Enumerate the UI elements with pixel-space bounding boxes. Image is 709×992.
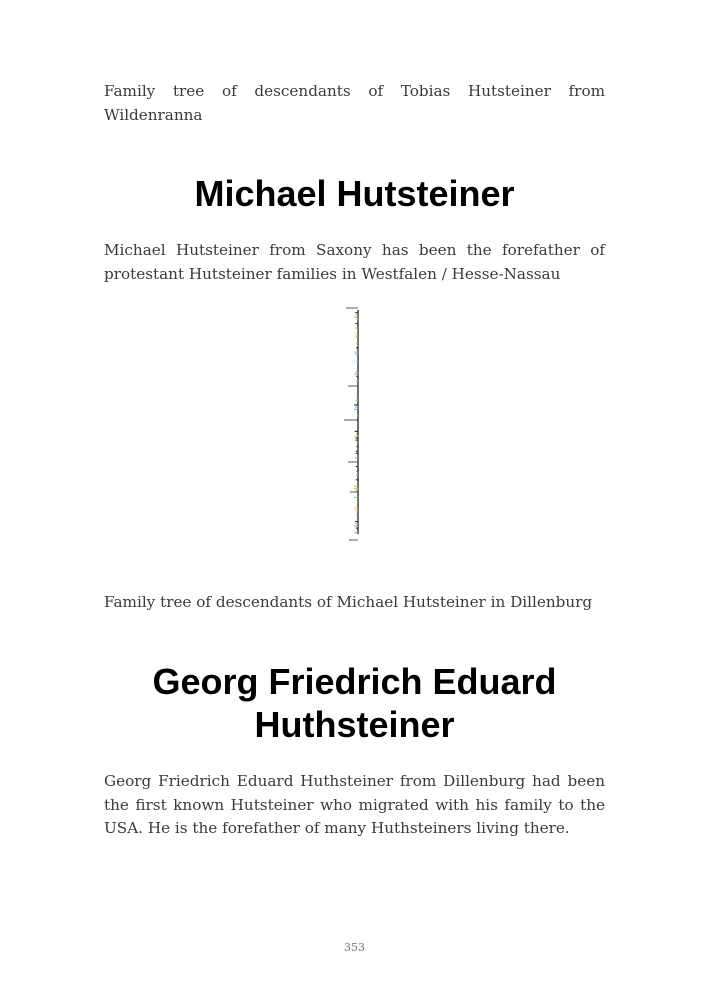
tree-entry-mark <box>354 316 358 317</box>
section-heading-michael: Michael Hutsteiner <box>194 173 515 214</box>
tree-entry-mark <box>356 343 358 344</box>
tree-entry-mark <box>354 488 358 489</box>
tree-entry-mark <box>357 345 358 346</box>
tree-entry-mark <box>356 442 358 443</box>
tree-entry-mark <box>355 431 358 432</box>
family-tree-thumbnail-image <box>344 302 366 548</box>
tree-entry-mark <box>356 376 358 377</box>
tree-entry-mark <box>357 473 358 474</box>
tree-entry-mark <box>355 521 358 522</box>
tree-entry-mark <box>356 479 358 480</box>
tree-entry-mark <box>357 433 358 434</box>
tree-entry-mark <box>356 440 358 441</box>
tree-entry-mark <box>355 457 358 458</box>
tree-entry-mark <box>355 312 358 313</box>
tree-entry-mark <box>356 360 358 361</box>
tree-entry-mark <box>356 398 358 399</box>
tree-entry-mark <box>354 497 358 498</box>
tree-entry-mark <box>356 453 358 454</box>
tree-entry-mark <box>357 501 358 502</box>
tree-entry-mark <box>356 323 358 324</box>
tree-entry-mark <box>356 528 358 529</box>
tree-entry-mark <box>356 319 358 320</box>
tree-entry-mark <box>357 415 358 416</box>
tree-node-mark <box>344 419 346 421</box>
tree-entry-mark <box>356 347 358 348</box>
section-heading-georg <box>104 660 605 746</box>
tree-entry-mark <box>356 510 358 511</box>
tree-entry-mark <box>355 523 358 524</box>
tree-entry-mark <box>356 314 358 315</box>
tree-entry-mark <box>356 475 358 476</box>
tree-entry-mark <box>356 400 358 401</box>
tree-entry-mark <box>356 380 358 381</box>
tree-node-mark <box>348 461 350 463</box>
tree-entry-mark <box>356 437 358 438</box>
tree-entry-mark <box>356 336 358 337</box>
tree-entry-mark <box>355 532 358 533</box>
tree-entry-mark <box>356 466 358 467</box>
tree-entry-mark <box>356 451 358 452</box>
tree-entry-mark <box>356 371 358 372</box>
tree-entry-mark <box>354 352 358 353</box>
tree-entry-mark <box>356 514 358 515</box>
dillenburg-caption: Family tree of descendants of Michael Hutsteiner in Dillenburg <box>104 593 593 611</box>
tree-entry-mark <box>355 435 358 436</box>
tree-node-mark <box>350 491 352 493</box>
heading-line-2: Huthsteiner <box>254 704 455 745</box>
tree-entry-mark <box>355 354 358 355</box>
tree-entry-mark <box>356 334 358 335</box>
tree-entry-mark <box>357 363 358 364</box>
tree-node-mark <box>349 539 351 541</box>
tree-entry-mark <box>357 470 358 471</box>
georg-description-paragraph: Georg Friedrich Eduard Huthsteiner from Dillenburg had been the first known Hutsteiner who migrated with his family to the USA. He is the forefather of many Huthsteiners living there. <box>104 772 605 837</box>
tree-entry-mark <box>354 525 358 526</box>
document-page <box>104 0 605 992</box>
tree-node-mark <box>348 385 350 387</box>
intro-paragraph: Family tree of descendants of Tobias Hutsteiner from Wildenranna <box>104 82 605 124</box>
heading-line-1: Georg Friedrich Eduard <box>152 661 557 702</box>
tree-entry-mark <box>354 404 358 405</box>
tree-node-mark <box>346 307 348 309</box>
tree-entry-mark <box>354 374 358 375</box>
tree-entry-mark <box>355 508 358 509</box>
tree-entry-mark <box>357 330 358 331</box>
tree-entry-mark <box>354 409 358 410</box>
tree-entry-mark <box>355 407 358 408</box>
michael-description-paragraph: Michael Hutsteiner from Saxony has been the forefather of protestant Hutsteiner families in Westfalen / Hesse-Nassau <box>104 241 605 283</box>
page-number: 353 <box>344 941 365 954</box>
tree-entry-mark <box>357 446 358 447</box>
tree-entry-mark <box>355 327 358 328</box>
tree-entry-mark <box>356 490 358 491</box>
tree-entry-mark <box>356 341 358 342</box>
tree-entry-mark <box>354 486 358 487</box>
